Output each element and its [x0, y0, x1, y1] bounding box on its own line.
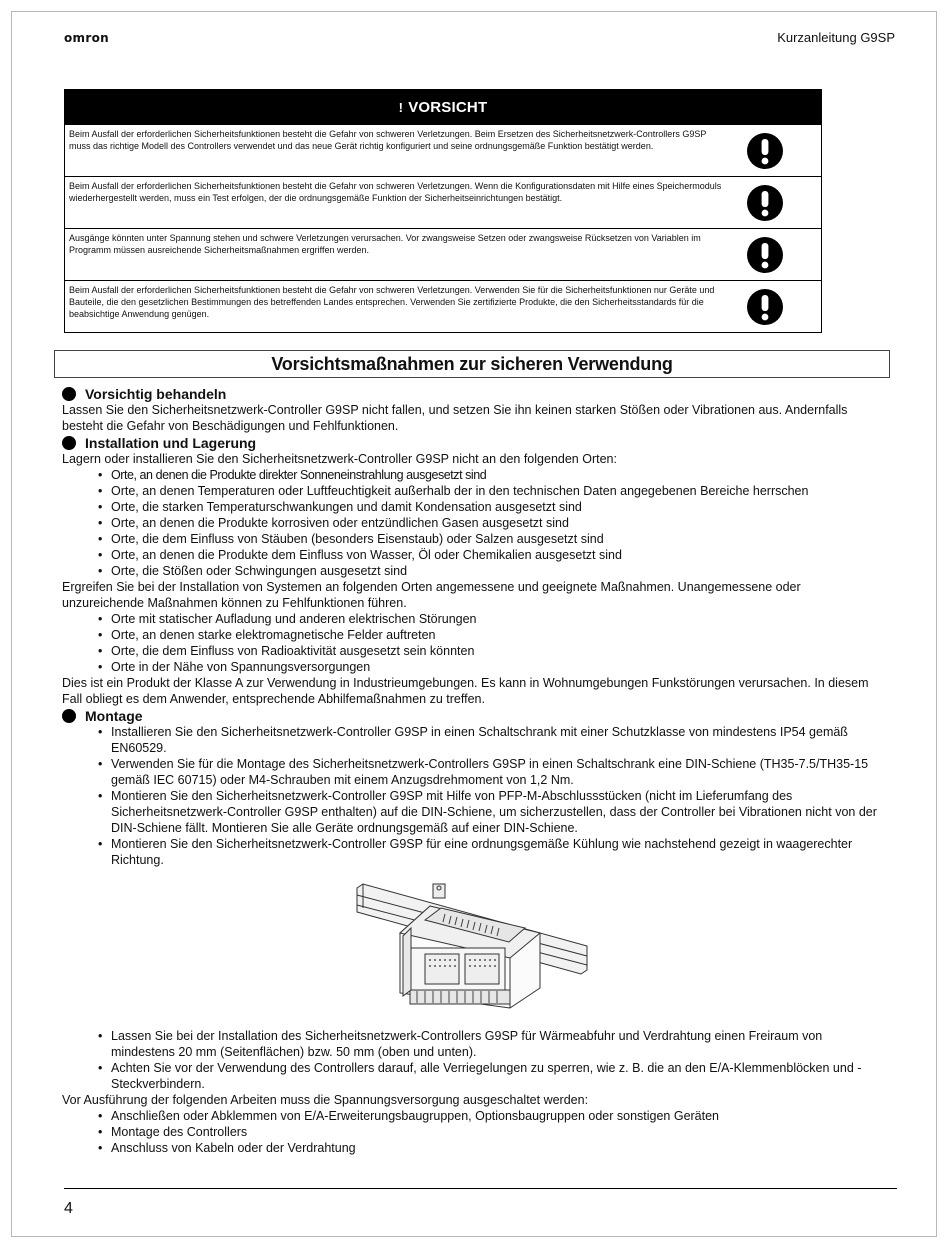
mounting-continued-section	[62, 1028, 882, 1156]
list-item: • Orte in der Nähe von Spannungsversorgungen	[62, 659, 882, 675]
list-item: • Installieren Sie den Sicherheitsnetzwerk-Controller G9SP in einen Schaltschrank mit einer Schutzklasse von mindestens IP54 gemäß EN60529.	[62, 724, 882, 756]
list-item: • Orte, an denen die Produkte korrosiven oder entzündlichen Gasen ausgesetzt sind	[62, 515, 882, 531]
caution-mark: !	[398, 99, 404, 115]
installation-places-list	[62, 467, 882, 579]
list-item: • Orte, die dem Einfluss von Radioaktivität ausgesetzt sein könnten	[62, 643, 882, 659]
exclamation-icon	[747, 185, 783, 221]
mounting-list	[62, 724, 882, 868]
caution-row	[65, 280, 821, 332]
handling-text: Lassen Sie den Sicherheitsnetzwerk-Controller G9SP nicht fallen, und setzen Sie ihn keinen starken Stößen oder Vibrationen aus. Andernfalls besteht die Gefahr von Beschädigungen und Fehlfunktionen.	[62, 403, 848, 433]
caution-text: Beim Ausfall der erforderlichen Sicherheitsfunktionen besteht die Gefahr von schweren Verletzungen. Verwenden Sie für die Sicherheitsfunktionen nur Geräte und Bauteile, die den gesetzlichen Bestimmungen des betreffenden Landes entsprechen. Verwenden Sie zertifizierte Produkte, die den Sicherheitsstandards für die beabsichtige Anwendung genügen.	[69, 285, 715, 319]
list-item: • Orte, die dem Einfluss von Stäuben (besonders Eisenstaub) oder Salzen ausgesetzt sind	[62, 531, 882, 547]
mounting-heading	[62, 708, 882, 724]
section-title: Vorsichtsmaßnahmen zur sicheren Verwendung	[54, 350, 890, 378]
list-item: • Orte, an denen starke elektromagnetische Felder auftreten	[62, 627, 882, 643]
page-number: 4	[64, 1200, 73, 1217]
installation-intro: Lagern oder installieren Sie den Sicherheitsnetzwerk-Controller G9SP nicht an den folgenden Orten:	[62, 452, 617, 466]
list-item: • Montieren Sie den Sicherheitsnetzwerk-Controller G9SP mit Hilfe von PFP-M-Abschlussstücken (nicht im Lieferumfang des Sicherheitsnetzwerk-Controller G9SP enthalten) auf die DIN-Schiene, um sicherzustellen, dass der Controller bei Vibrationen nicht von der DIN-Schiene fällt. Montieren Sie alle Geräte ordnungsgemäß auf einer DIN-Schiene.	[62, 788, 882, 836]
caution-row	[65, 176, 821, 228]
measures-intro: Ergreifen Sie bei der Installation von Systemen an folgenden Orten angemessene und geeignete Maßnahmen. Unangemessene oder unzureichende Maßnahmen können zu Fehlfunktionen führen.	[62, 580, 801, 610]
footer-rule	[64, 1188, 897, 1189]
class-a-note: Dies ist ein Produkt der Klasse A zur Verwendung in Industrieumgebungen. Es kann in Wohnumgebungen Funkstörungen verursachen. In diesem Fall obliegt es dem Anwender, entsprechende Abhilfemaßnahmen zu treffen.	[62, 676, 869, 706]
bullet-dot-icon	[62, 436, 76, 450]
controller-din-rail-illustration	[355, 878, 590, 1013]
caution-heading: VORSICHT	[408, 98, 488, 116]
list-item: • Achten Sie vor der Verwendung des Controllers darauf, alle Verriegelungen zu sperren, wie z. B. die an den E/A-Klemmenblöcken und -Steckverbindern.	[62, 1060, 882, 1092]
mounting-after-list	[62, 1028, 882, 1092]
caution-text: Beim Ausfall der erforderlichen Sicherheitsfunktionen besteht die Gefahr von schweren Verletzungen. Beim Ersetzen des Sicherheitsnetzwerk-Controllers G9SP muss das richtige Modell des Controllers verwendet und das neue Gerät richtig konfiguriert und seine ordnungsgemäße Funktion bestätigt werden.	[69, 129, 707, 151]
exclamation-icon	[747, 237, 783, 273]
installation-heading-text: Installation und Lagerung	[85, 435, 257, 451]
caution-row	[65, 228, 821, 280]
power-off-intro: Vor Ausführung der folgenden Arbeiten muss die Spannungsversorgung ausgeschaltet werden:	[62, 1093, 589, 1107]
measures-list	[62, 611, 882, 675]
list-item: • Orte, an denen die Produkte direkter Sonneneinstrahlung ausgesetzt sind	[62, 467, 882, 483]
handling-heading	[62, 386, 882, 402]
omron-logo: omron	[64, 31, 109, 45]
document-title: Kurzanleitung G9SP	[777, 30, 895, 45]
caution-text: Ausgänge könnten unter Spannung stehen und schwere Verletzungen verursachen. Vor zwangsweise Setzen oder zwangsweise Rücksetzen von Variablen im Programm müssen ausreichende Sicherheitsmaßnahmen ergriffen werden.	[69, 233, 701, 255]
handling-heading-text: Vorsichtig behandeln	[85, 386, 227, 402]
bullet-dot-icon	[62, 709, 76, 723]
list-item: • Orte mit statischer Aufladung und anderen elektrischen Störungen	[62, 611, 882, 627]
list-item: • Lassen Sie bei der Installation des Sicherheitsnetzwerk-Controllers G9SP für Wärmeabfuhr und Verdrahtung einen Freiraum von mindestens 20 mm (Seitenflächen) bzw. 50 mm (oben und unten).	[62, 1028, 882, 1060]
caution-header	[65, 90, 821, 124]
caution-table	[64, 89, 822, 333]
list-item: • Verwenden Sie für die Montage des Sicherheitsnetzwerk-Controllers G9SP in einen Schaltschrank eine DIN-Schiene (TH35-7.5/TH35-15 gemäß IEC 60715) oder M4-Schrauben mit einem Anzugsdrehmoment von 1,2 Nm.	[62, 756, 882, 788]
caution-text: Beim Ausfall der erforderlichen Sicherheitsfunktionen besteht die Gefahr von schweren Verletzungen. Wenn die Konfigurationsdaten mit Hilfe eines Speichermoduls wiederhergestellt werden, muss ein Test erfolgen, der die ordnungsgemäße Funktion der Sicherheitseinrichtungen bestätigt.	[69, 181, 722, 203]
list-item: • Orte, die Stößen oder Schwingungen ausgesetzt sind	[62, 563, 882, 579]
list-item: • Orte, an denen Temperaturen oder Luftfeuchtigkeit außerhalb der in den technischen Daten angegebenen Bereiche herrschen	[62, 483, 882, 499]
list-item: • Anschluss von Kabeln oder der Verdrahtung	[62, 1140, 882, 1156]
list-item: • Anschließen oder Abklemmen von E/A-Erweiterungsbaugruppen, Optionsbaugruppen oder sonstigen Geräten	[62, 1108, 882, 1124]
list-item: • Orte, die starken Temperaturschwankungen und damit Kondensation ausgesetzt sind	[62, 499, 882, 515]
mounting-heading-text: Montage	[85, 708, 143, 724]
list-item: • Orte, an denen die Produkte dem Einfluss von Wasser, Öl oder Chemikalien ausgesetzt sind	[62, 547, 882, 563]
caution-row	[65, 124, 821, 176]
exclamation-icon	[747, 133, 783, 169]
power-off-list	[62, 1108, 882, 1156]
installation-heading	[62, 435, 882, 451]
bullet-dot-icon	[62, 387, 76, 401]
list-item: • Montieren Sie den Sicherheitsnetzwerk-Controller G9SP für eine ordnungsgemäße Kühlung wie nachstehend gezeigt in waagerechter Richtung.	[62, 836, 882, 868]
exclamation-icon	[747, 289, 783, 325]
list-item: • Montage des Controllers	[62, 1124, 882, 1140]
handling-installation-section	[62, 386, 882, 868]
